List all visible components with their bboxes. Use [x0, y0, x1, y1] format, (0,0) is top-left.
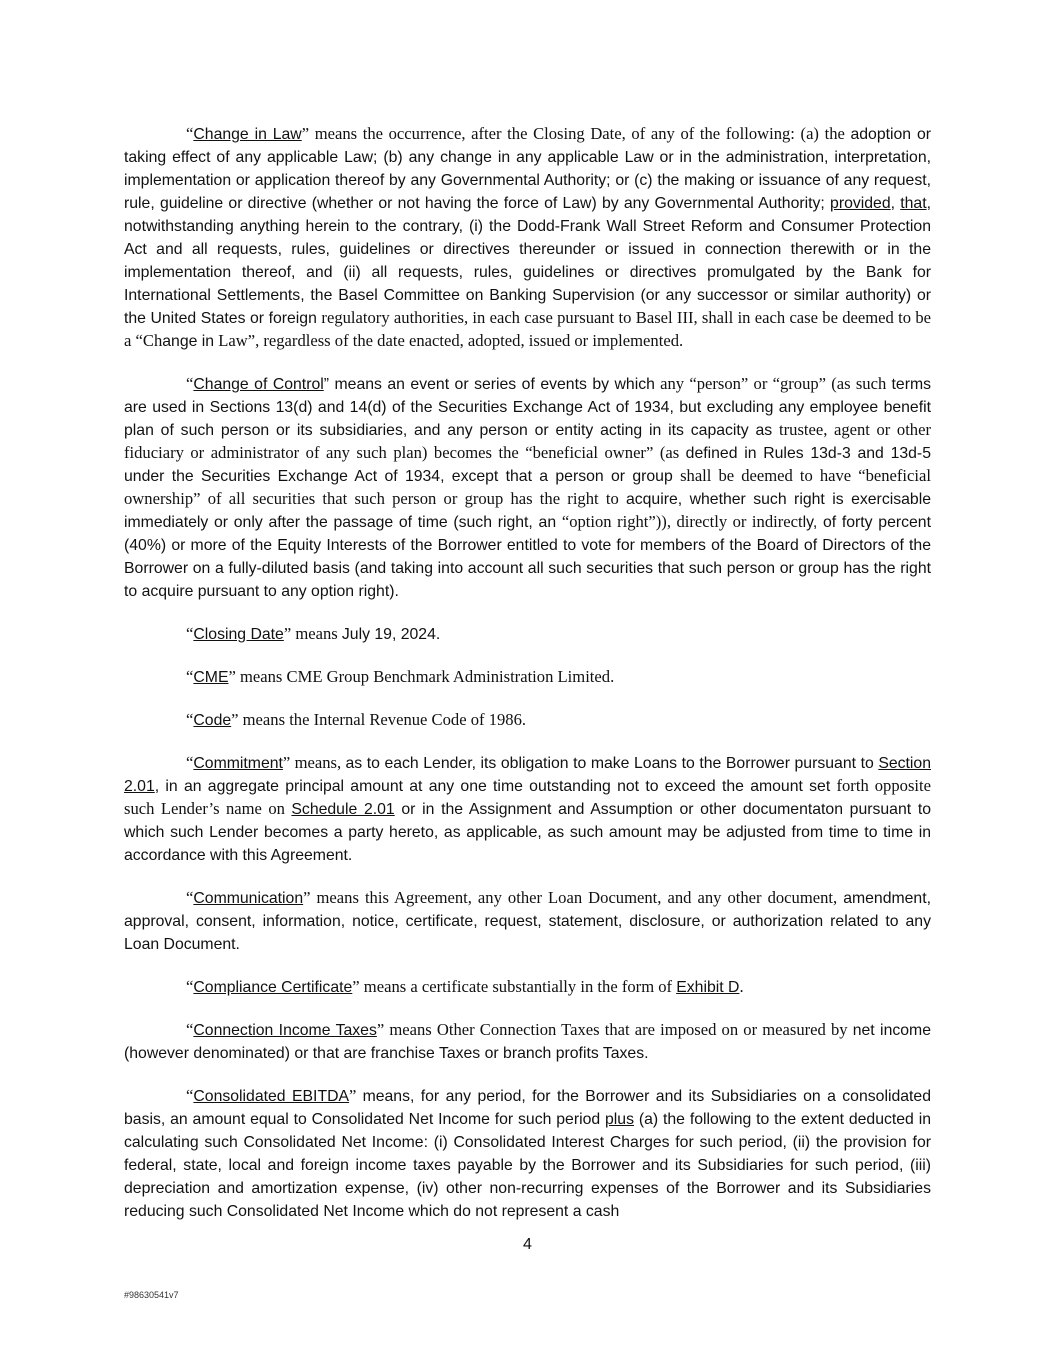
definition-text: any “person” or “group” (as such	[654, 374, 892, 393]
definition-text: terms are used in Sections 13(d) and 14(d) of the Securities Exchange Act of 1934, but excluding any employee benefit plan of such person or its subsidiaries, and any person or entity acting in its capacity as	[124, 376, 932, 439]
definition-change-in-law	[124, 123, 931, 353]
defined-term-reference: plus	[605, 1111, 634, 1128]
defined-term-reference: provided	[830, 195, 891, 212]
definition-text: ,	[890, 195, 901, 212]
definition-text: or in the Assignment and Assumption or other documentaton pursuant to which such Lender becomes a party hereto, as applicable, as such amount may be adjusted from time to time in accordance with this Agreement.	[124, 801, 932, 864]
definition-text: “	[186, 888, 194, 907]
definition-connection-income-taxes	[124, 1019, 931, 1065]
definition-text: “	[186, 710, 194, 729]
definition-change-of-control	[124, 373, 931, 603]
definition-text: ” means the Internal Revenue Code of 1986.	[231, 710, 527, 729]
definition-text: ange in	[162, 333, 215, 350]
definition-closing-date	[124, 623, 931, 646]
document-id: #98630541v7	[124, 1290, 179, 1300]
defined-term-reference: CME	[193, 669, 229, 686]
page-number: 4	[523, 1236, 532, 1253]
definition-text: ” means the occurrence, after the Closing Date, of any of the following: (a) the	[301, 124, 851, 143]
defined-term-reference: Schedule 2.01	[291, 801, 395, 818]
definition-text: ” means a certificate substantially in the form of	[352, 977, 677, 996]
definition-text: adoption or taking effect of any applicable Law; (b) any change in any applicable Law or in the administration, interpretation, implementation or application thereof by any Governmental Authority; or (c) the making or issuance of any request, rule, guideline or directive (whether or not having the force of Law) by any Governmental Authority;	[124, 126, 932, 212]
definitions-body	[124, 123, 931, 1243]
definition-text: ” means,	[282, 753, 346, 772]
defined-term-reference: Change in Law	[193, 126, 302, 143]
definition-text: ” means	[283, 624, 342, 643]
definition-text: , notwithstanding anything herein to the contrary, (i) the Dodd-Frank Wall Street Reform and Consumer Protection Act and all requests, rules, guidelines or directives thereunder or issued in connection therewith or in the implementation thereof, and (ii) all requests, rules, guidelines or directives promulgated by the Bank for International Settlements, the Basel Committee on Banking Supervision (or any successor or similar authority) or the United States or foreign	[124, 195, 931, 327]
definition-text: defined in Rules 13d-3 and 13d-5 under the Securities Exchange Act of 1934, except that a person or group	[124, 445, 931, 485]
definition-cme	[124, 666, 931, 689]
definition-code	[124, 709, 931, 732]
defined-term-reference: Exhibit D	[676, 979, 740, 996]
definition-text: “	[186, 624, 194, 643]
defined-term-reference: Change of Control	[193, 376, 324, 393]
definition-text: “	[186, 977, 194, 996]
definition-text: (a) the following to the extent deducted in calculating such Consolidated Net Income: (i) Consolidated Interest Charges for such period, (ii) the provision for federal, state, local and foreign income taxes payable by the Borrower and its Subsidiaries for such period, (iii) depreciation and amortization expense, (iv) other non-recurring expenses of the Borrower and its Subsidiaries reducing such Consolidated Net Income which do not represent a cash	[124, 1111, 931, 1220]
definition-compliance-certificate	[124, 976, 931, 999]
definition-text: ” means this Agreement, any other Loan Document, and any other document,	[303, 888, 844, 907]
definition-commitment	[124, 752, 931, 867]
definition-text: amendment, approval, consent, information, notice, certificate, request, statement, disclosure, or authorization related to any Loan Document.	[124, 890, 931, 953]
defined-term-reference: Communication	[193, 890, 304, 907]
defined-term-reference: Commitment	[193, 755, 283, 772]
definition-text: net income (however denominated) or that are franchise Taxes or branch profits Taxes.	[124, 1022, 931, 1062]
definition-text: ” means an event or series of events by which	[323, 376, 655, 393]
defined-term-reference: Compliance Certificate	[193, 979, 353, 996]
definition-communication	[124, 887, 931, 956]
definition-text: forth opposite such Lender’s name on	[124, 776, 931, 818]
definition-text: shall be deemed to have “beneficial ownership” of all securities that such person or group has the right to	[124, 466, 931, 508]
definition-text: .	[739, 977, 744, 996]
definition-text: ly, of forty percent (40%) or more of the Equity Interests of the Borrower entitled to vote for members of the Board of Directors of the Borrower on a fully-diluted basis (and taking into account all such securities that such person or group has the right to acquire pursuant to any option right).	[124, 514, 931, 600]
defined-term-reference: Closing Date	[193, 626, 284, 643]
definition-text: regulatory authorities, in each case pursuant to Basel III, shall in each case be deemed to be a “Ch	[124, 308, 931, 350]
definition-text: “	[186, 667, 194, 686]
defined-term-reference: that	[900, 195, 927, 212]
defined-term-reference: Connection Income Taxes	[193, 1022, 377, 1039]
definition-text: July 19, 2024.	[341, 626, 441, 643]
definition-consolidated-ebitda	[124, 1085, 931, 1223]
definition-text: , in an aggregate principal amount at any one time outstanding not to exceed the amount set	[154, 778, 837, 795]
definition-text: “option right”)), directly or indirect	[561, 512, 803, 531]
defined-term-reference: Code	[193, 712, 232, 729]
definition-text: “	[186, 753, 194, 772]
definition-text: acquire, whether such right is exercisable immediately or only after the passage of time (such right, an	[124, 491, 931, 531]
defined-term-reference: Section 2.01	[124, 755, 932, 795]
definition-text: trustee, agent or other fiduciary or administrator of any such plan) becomes the “beneficial owner” (as	[124, 420, 931, 462]
definition-text: Law”, regardless of the date enacted, adopted, issued or implemented.	[214, 331, 684, 350]
definition-text: “	[186, 1086, 194, 1105]
definition-text: as to each Lender, its obligation to make Loans to the Borrower pursuant to	[345, 755, 879, 772]
definition-text: means, for any period, for the Borrower and its Subsidiaries on a consolidated basis, an amount equal to Consolidated Net Income for such period	[124, 1088, 931, 1128]
definition-text: ” means CME Group Benchmark Administration Limited.	[228, 667, 615, 686]
defined-term-reference: Consolidated EBITDA	[193, 1088, 350, 1105]
definition-text: “	[186, 124, 194, 143]
definition-text: ” means Other Connection Taxes that are imposed on or measured by	[376, 1020, 853, 1039]
definition-text: “	[186, 1020, 194, 1039]
definition-text: “	[186, 374, 194, 393]
definition-text: ”	[349, 1086, 363, 1105]
